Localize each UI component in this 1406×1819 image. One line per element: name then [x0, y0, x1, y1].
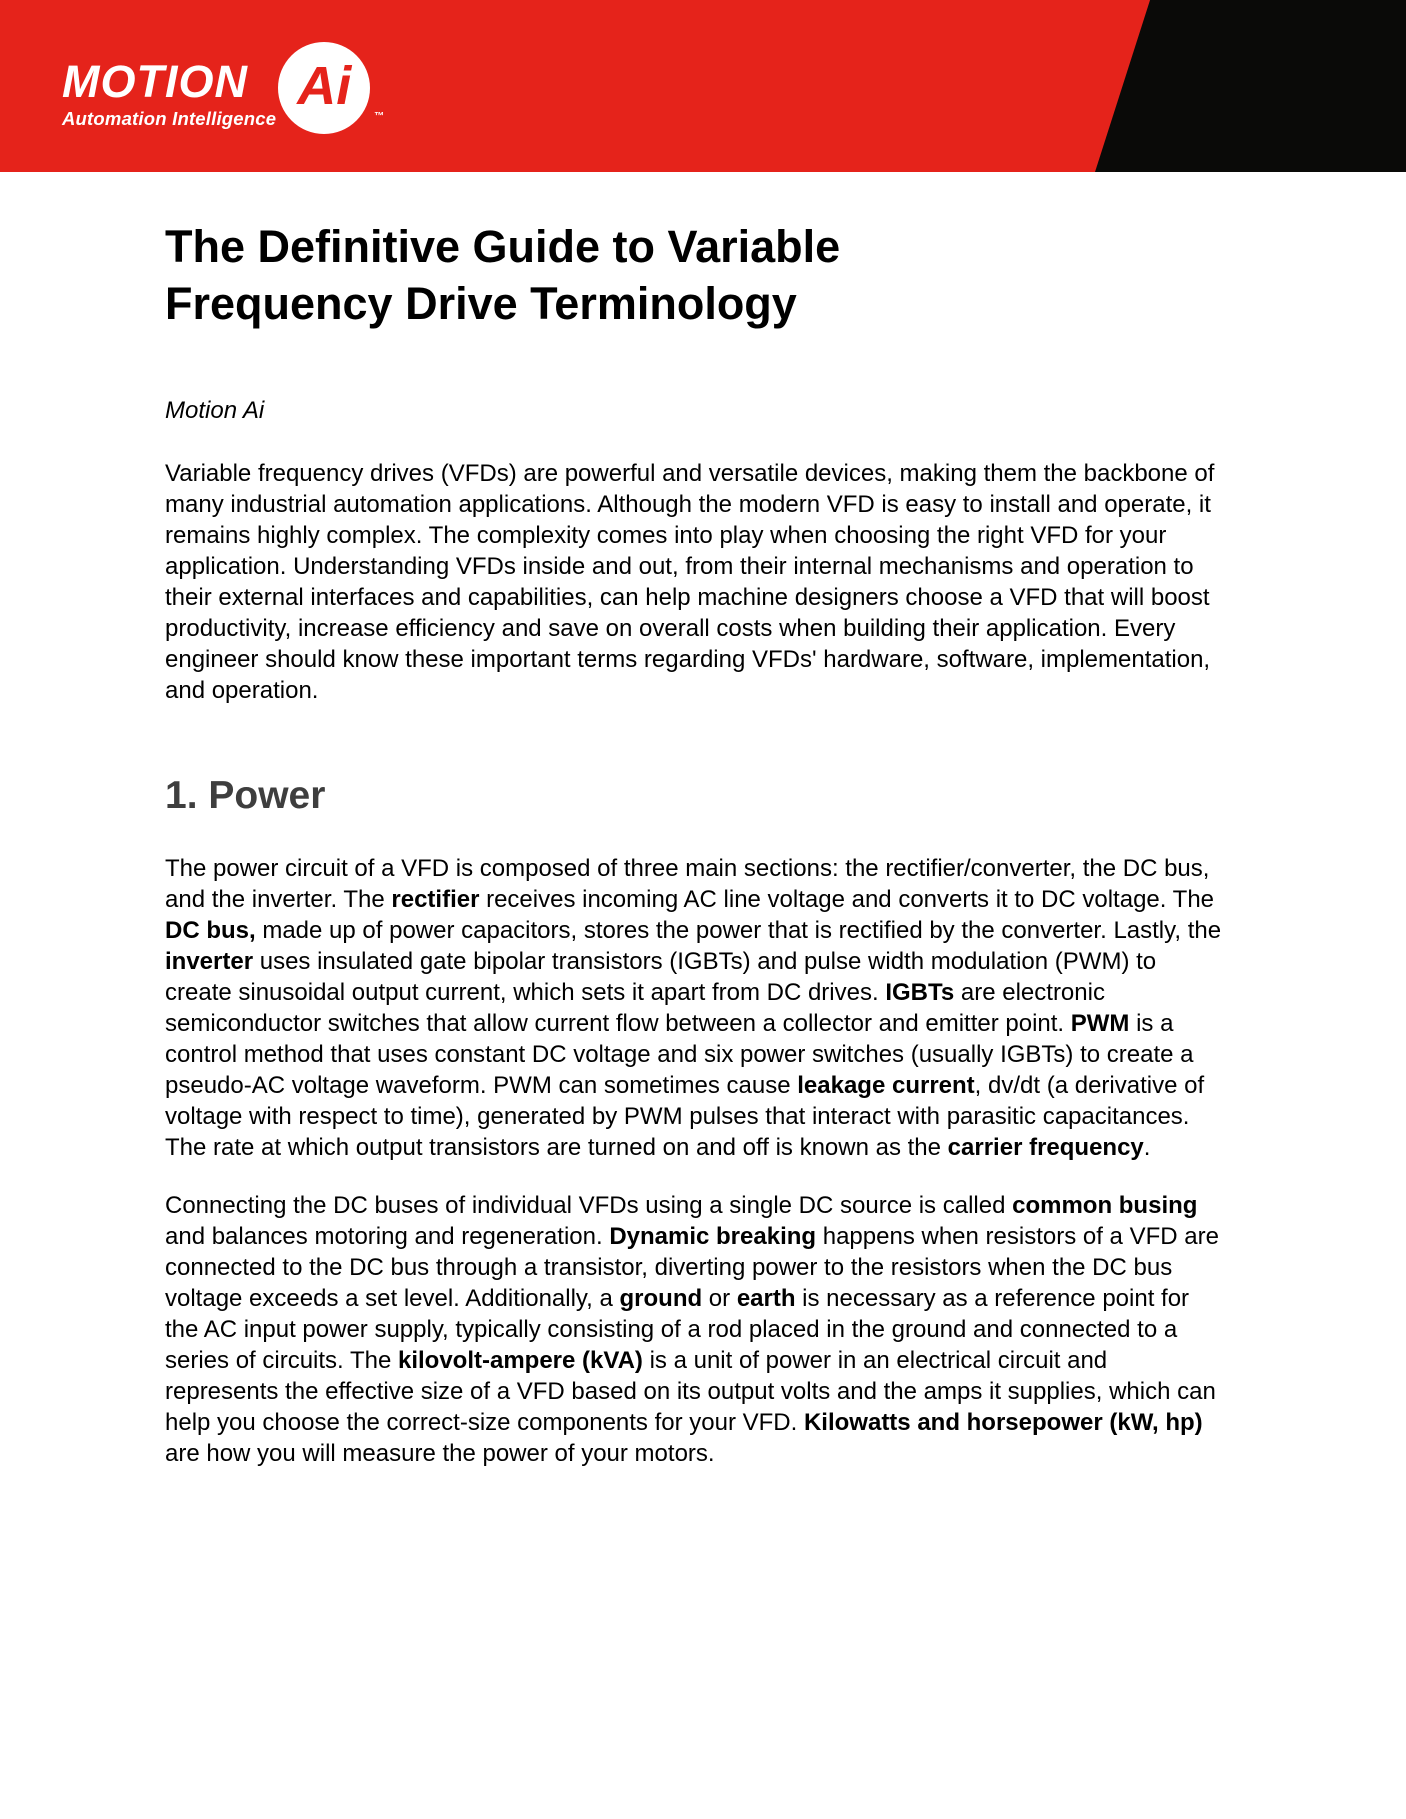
power-paragraph-2: Connecting the DC buses of individual VFDs using a single DC source is called common busing and balances motoring and regeneration. Dynamic breaking happens when resistors of a VFD are connected to the DC bus through a transistor, diverting power to the resistors when the DC bus voltage exceeds a set level. Additionally, a ground or earth is necessary as a reference point for the AC input power supply, typically consisting of a rod placed in the ground and connected to a series of circuits. The kilovolt-ampere (kVA) is a unit of power in an electrical circuit and represents the effective size of a VFD based on its output volts and the amps it supplies, which can help you choose the correct-size components for your VFD. Kilowatts and horsepower (kW, hp) are how you will measure the power of your motors. [165, 1192, 1219, 1467]
ai-badge-icon [278, 42, 385, 134]
logo-text-block [62, 56, 277, 130]
power-paragraph-1: The power circuit of a VFD is composed of three main sections: the rectifier/converter, the DC bus, and the inverter. The rectifier receives incoming AC line voltage and converts it to DC voltage. The DC bus, made up of power capacitors, stores the power that is rectified by the converter. Lastly, the inverter uses insulated gate bipolar transistors (IGBTs) and pulse width modulation (PWM) to create sinusoidal output current, which sets it apart from DC drives. IGBTs are electronic semiconductor switches that allow current flow between a collector and emitter point. PWM is a control method that uses constant DC voltage and six power switches (usually IGBTs) to create a pseudo-AC voltage waveform. PWM can sometimes cause leakage current, dv/dt (a derivative of voltage with respect to time), generated by PWM pulses that interact with parasitic capacitances. The rate at which output transistors are turned on and off is known as the carrier frequency. [165, 855, 1222, 1161]
motion-ai-logo [62, 42, 385, 134]
brand-header [0, 0, 1406, 172]
byline: Motion Ai [165, 397, 265, 424]
document-title: The Definitive Guide to Variable Frequency Drive Terminology [165, 221, 841, 329]
trademark-symbol: ™ [374, 111, 385, 122]
intro-paragraph: Variable frequency drives (VFDs) are powerful and versatile devices, making them the backbone of many industrial automation applications. Although the modern VFD is easy to install and operate, it remains highly complex. The complexity comes into play when choosing the right VFD for your application. Understanding VFDs inside and out, from their internal mechanisms and operation to their external interfaces and capabilities, can help machine designers choose a VFD that will boost productivity, increase efficiency and save on overall costs when building their application. Every engineer should know these important terms regarding VFDs' hardware, software, implementation, and operation. [165, 460, 1215, 704]
logo-brand-text: MOTION [62, 56, 248, 107]
ai-badge-text: Ai [297, 56, 352, 116]
section-heading-power: 1. Power [165, 774, 326, 817]
header-black-wedge [1095, 0, 1406, 172]
document-body [0, 218, 1406, 1469]
logo-tagline-text: Automation Intelligence [62, 108, 277, 129]
